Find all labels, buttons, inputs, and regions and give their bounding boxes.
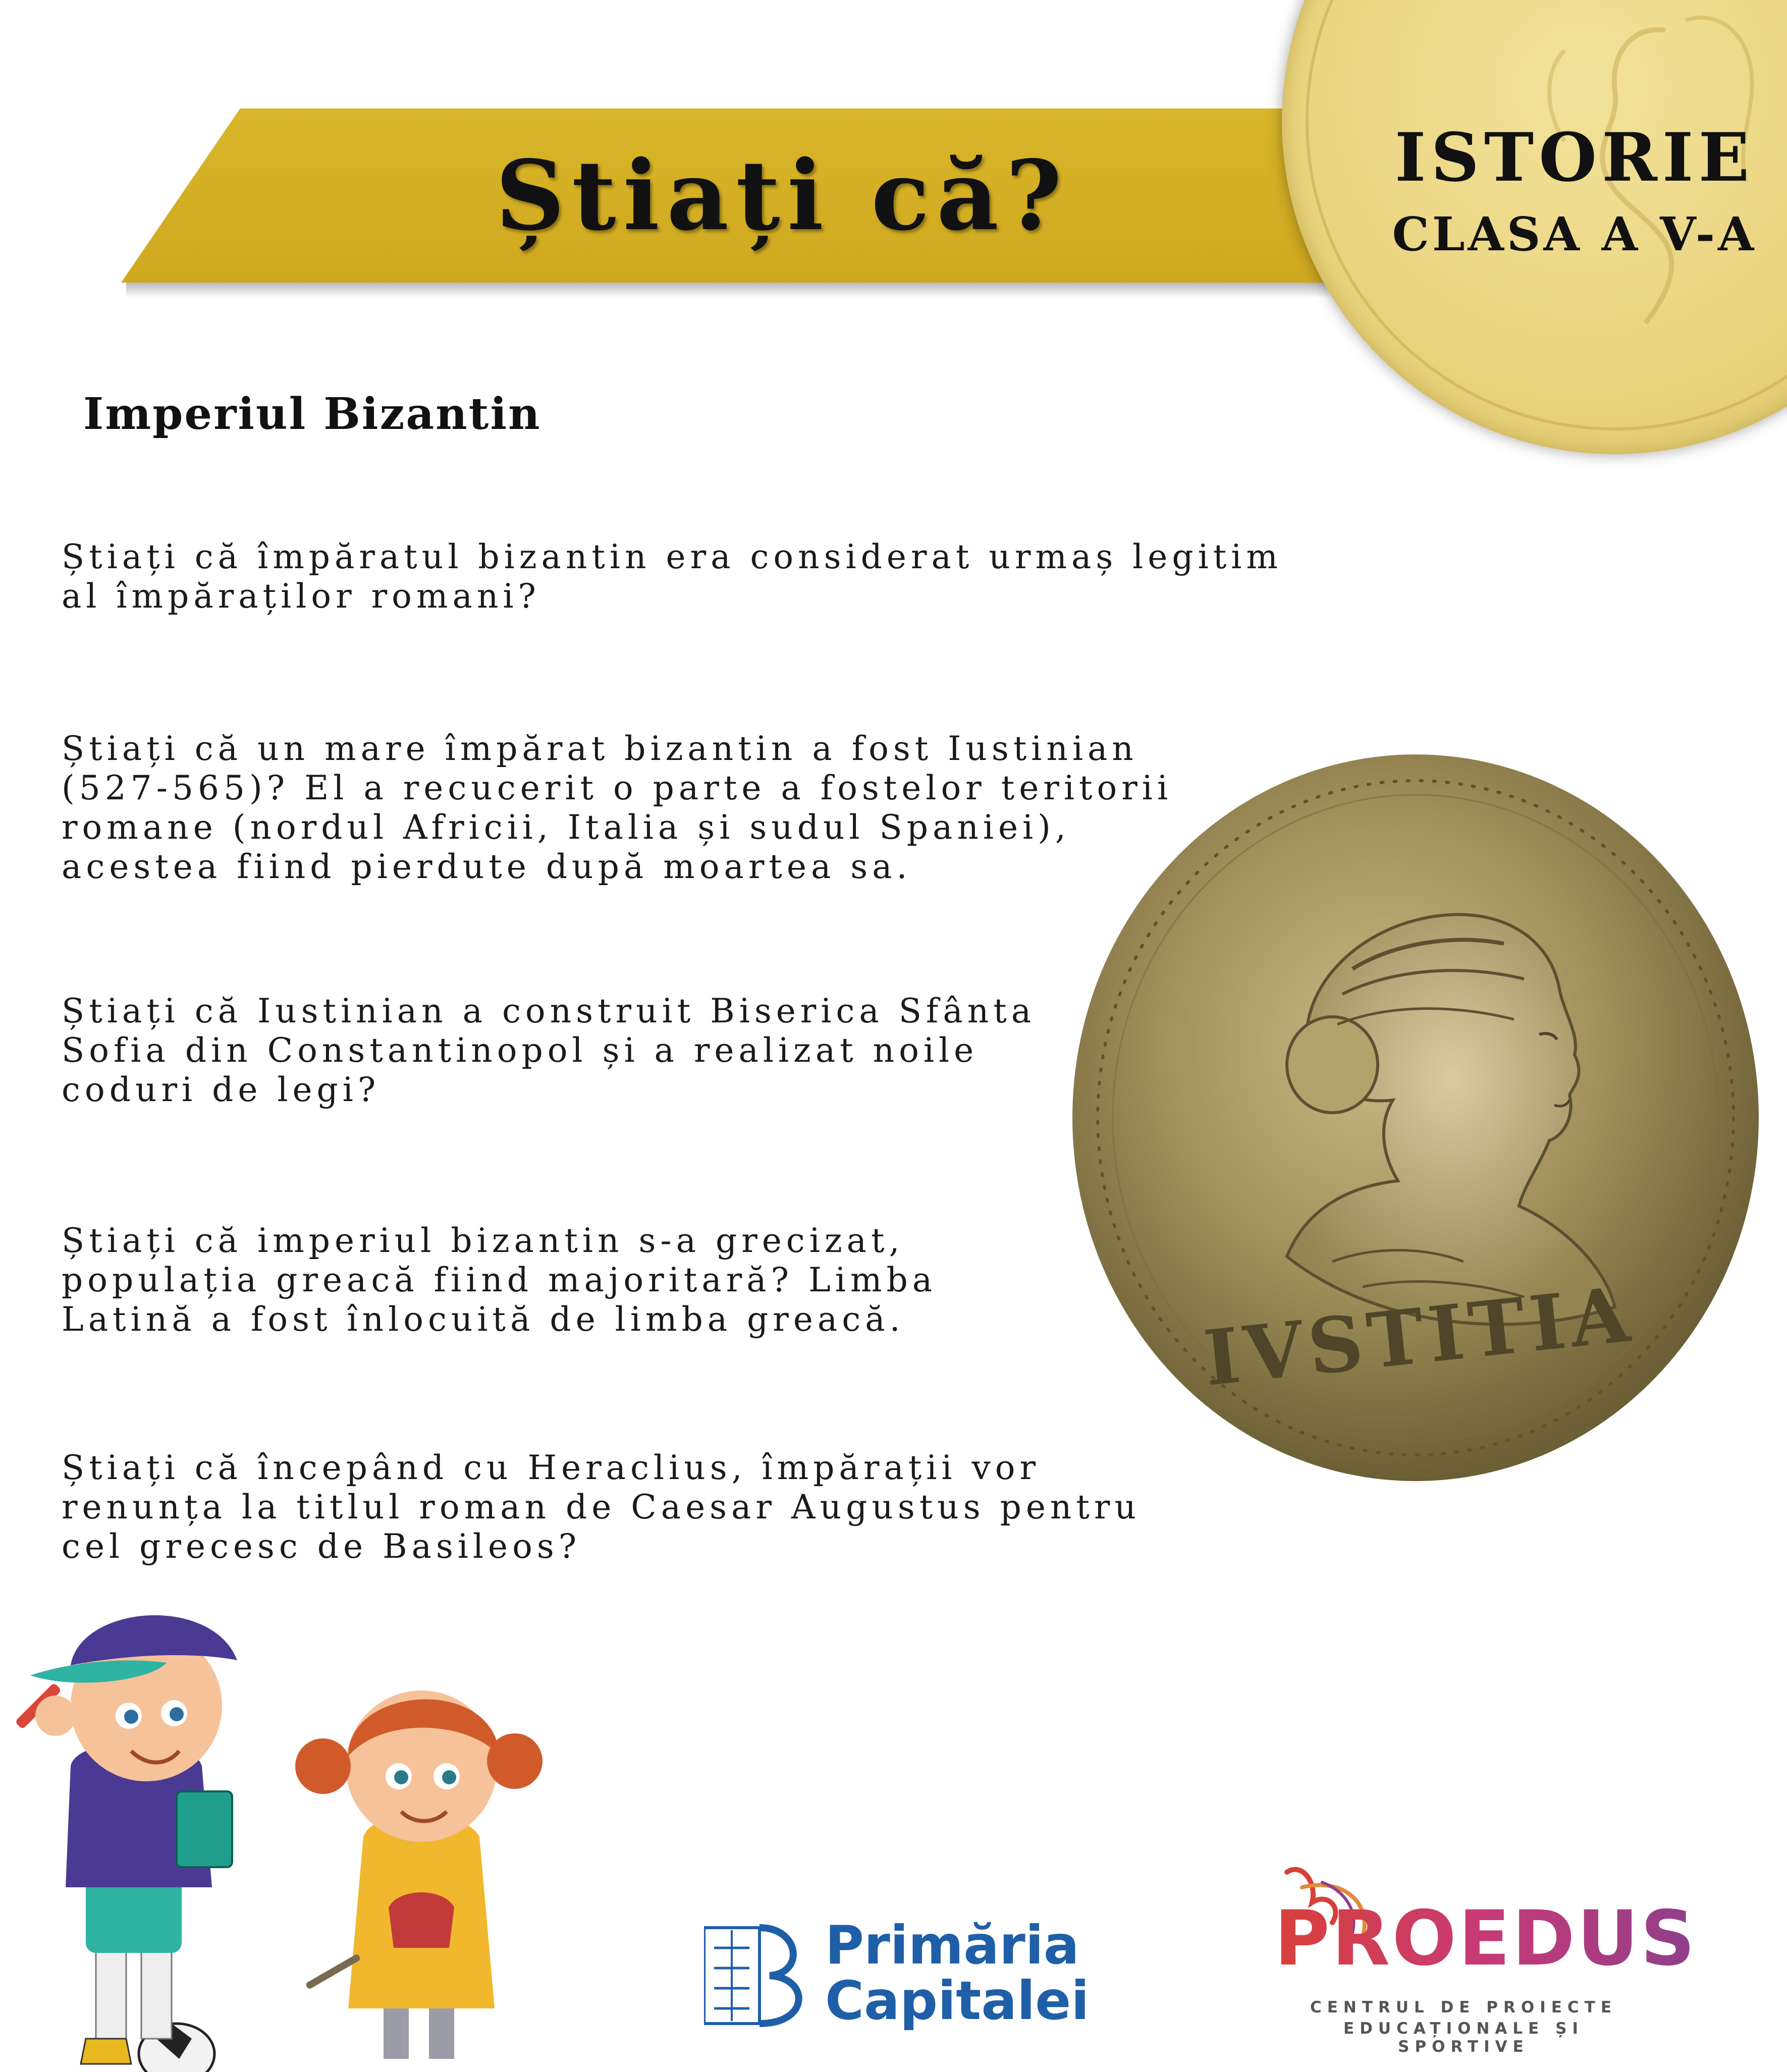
boy-figure (15, 1615, 237, 2072)
girl-figure (295, 1691, 543, 2059)
subject-label: ISTORIE (1394, 119, 1755, 197)
proedus-tagline-2: EDUCAȚIONALE ȘI SPORTIVE (1343, 2020, 1584, 2056)
grade-label: CLASA A V-A (1392, 207, 1757, 261)
primaria-line-2: Capitalei (825, 1970, 1090, 2032)
page-title: Știați că? (495, 139, 1069, 252)
fact-4: Știați că imperiul bizantin s-a grecizat, populația greacă fiind majoritară? Limba Latină a fost înlocuită de limba greacă. (62, 1221, 937, 1339)
proedus-wordmark: PROEDUS (1274, 1895, 1697, 1983)
primaria-capitalei-wordmark (825, 1915, 1090, 2032)
fact-5: Știați că începând cu Heraclius, împărații vor renunța la titlul roman de Caesar Augustus pentru cel grecesc de Basileos? (62, 1448, 1141, 1566)
section-heading: Imperiul Bizantin (83, 389, 541, 440)
coin-inscription: IVSTITIA (1200, 1270, 1639, 1403)
primaria-line-1: Primăria (825, 1915, 1079, 1976)
kids-illustration (0, 1554, 570, 2072)
fact-1: Știați că împăratul bizantin era considerat urmaș legitim al împăraților romani? (62, 537, 1282, 616)
fact-2: Știați că un mare împărat bizantin a fost Iustinian (527-565)? El a recucerit o parte a fostelor teritorii romane (nordul Africii, Italia și sudul Spaniei), acestea fiind pierdute după moartea sa. (62, 729, 1172, 886)
banner-shadow (126, 283, 1438, 298)
proedus-tagline-1: CENTRUL DE PROIECTE (1310, 1998, 1617, 2016)
justinian-coin-image (1070, 752, 1761, 1484)
fact-3: Știați că Iustinian a construit Biserica Sfânta Sofia din Constantinopol și a realizat noile coduri de legi? (62, 992, 1036, 1109)
